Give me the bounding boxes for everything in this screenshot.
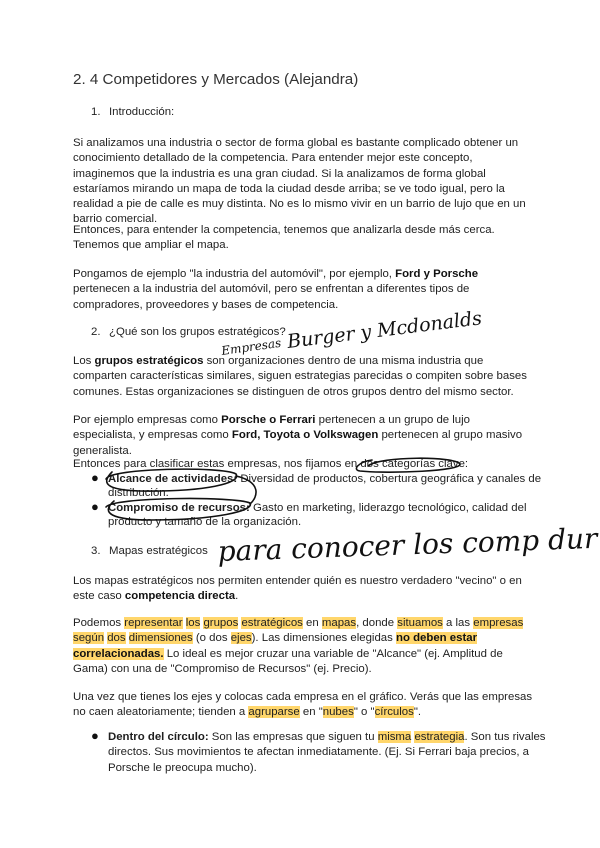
ink-circle-compromiso: [106, 498, 250, 520]
list-number: 2.: [91, 326, 101, 338]
bullet-item: Alcance de actividades: Diversidad de productos, cobertura geográfica y canales de distribución.: [108, 473, 542, 499]
paragraph: Los mapas estratégicos nos permiten entender quién es nuestro verdadero "vecino" o en este caso competencia directa.: [73, 575, 522, 603]
paragraph: Pongamos de ejemplo "la industria del automóvil", por ejemplo, Ford y Porsche pertenecen a la industria del automóvil, pero se enfrentan a diferentes tipos de compradores, proveedores y bases de competencia.: [73, 268, 479, 311]
section-heading: 2. 4 Competidores y Mercados (Alejandra): [73, 71, 359, 88]
ink-connector: [236, 476, 256, 504]
bullet-marker: ●: [91, 499, 99, 514]
paragraph-highlighted: Podemos representar los grupos estratégicos en mapas, donde situamos a las empresas según dos dimensiones (o dos ejes). Las dimensiones elegidas no deben estar correlacionadas. Lo ideal es mejor cruzar una variable de "Alcance" (ej. Amplitud de Gama) con una de "Compromiso de Recursos" (ej. Precio).: [73, 617, 524, 675]
subheading-introduccion: Introducción:: [109, 106, 175, 118]
paragraph: Entonces para clasificar estas empresas, nos fijamos en dos categorías clave:: [73, 458, 469, 470]
bullet-marker: ●: [91, 470, 99, 485]
list-number: 3.: [91, 545, 101, 557]
ink-circle-alcance: [106, 469, 237, 491]
handwritten-note-conocer: para conocer los comp dur: [217, 521, 598, 568]
list-number: 1.: [91, 106, 101, 118]
handwritten-note-burger: Burger y Mcdonalds: [285, 307, 483, 353]
paragraph: Entonces, para entender la competencia, tenemos que analizarla desde más cerca. Tenemos que ampliar el mapa.: [73, 224, 495, 252]
paragraph: Los grupos estratégicos son organizaciones dentro de una misma industria que comparten características similares, siguen estrategias parecidas o compiten sobre bases comunes. Estas organizaciones se distinguen de otros grupos dentro del mismo sector.: [73, 355, 527, 398]
bullet-item: Compromiso de recursos: Gasto en marketing, liderazgo tecnológico, calidad del producto y tamaño de la organización.: [108, 502, 527, 528]
subheading-mapas: Mapas estratégicos: [109, 545, 208, 557]
paragraph: Si analizamos una industria o sector de forma global es bastante complicado obtener un conocimiento detallado de la competencia. Para entender mejor este concepto, imaginemos que la industria es una gran ciudad. Si la analizamos de forma global estaríamos mirando un mapa de toda la ciudad desde arriba; se ve todo igual, pero la realidad a pie de calle es muy distinta. No es lo mismo vivir en un barrio de lujo que en un barrio comercial.: [73, 137, 526, 226]
paragraph: Una vez que tienes los ejes y colocas cada empresa en el gráfico. Verás que las empresas no caen aleatoriamente; tienden a agruparse en "nubes" o "círculos".: [73, 691, 533, 719]
bullet-marker: ●: [91, 728, 99, 743]
ink-circle-categorias: [356, 458, 460, 472]
handwritten-note-empresas: Empresas: [220, 335, 282, 358]
paragraph: Por ejemplo empresas como Porsche o Ferrari pertenecen a un grupo de lujo especialista, y empresas como Ford, Toyota o Volkswagen pertenecen al grupo masivo generalista.: [73, 414, 523, 457]
bullet-item: Dentro del círculo: Son las empresas que siguen tu misma estrategia. Son tus rivales directos. Sus movimientos te afectan inmediatamente. (Ej. Si Ferrari baja precios, a Porsche le preocupa mucho).: [108, 731, 546, 774]
subheading-grupos: ¿Qué son los grupos estratégicos?: [109, 326, 286, 338]
